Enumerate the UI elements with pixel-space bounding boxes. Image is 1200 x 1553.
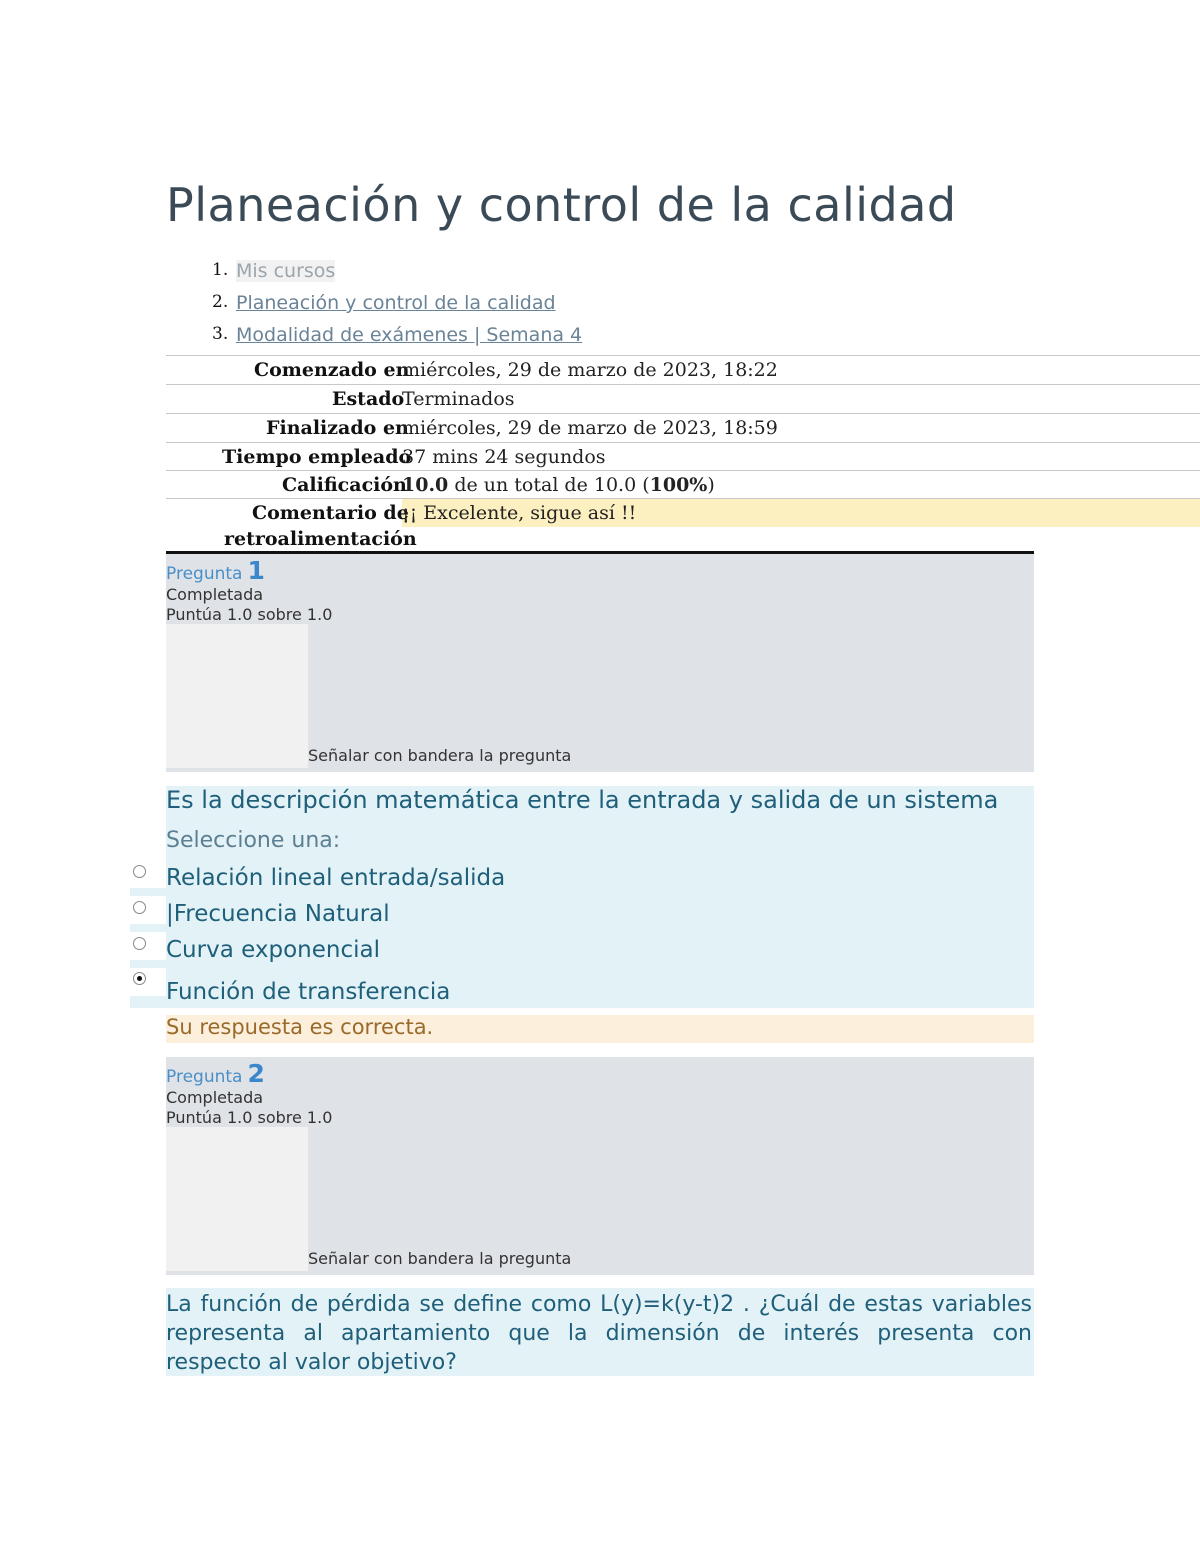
summary-value: miércoles, 29 de marzo de 2023, 18:22 — [402, 359, 778, 381]
answer-feedback — [166, 1015, 1034, 1043]
question-text: La función de pérdida se define como L(y)=k(y-t)2 . ¿Cuál de estas variables representa al apartamiento que la dimensión de interés presenta con respecto al valor objetivo? — [166, 1292, 1032, 1375]
answer-option[interactable]: |Frecuencia Natural — [166, 901, 390, 927]
flag-question-link[interactable]: Señalar con bandera la pregunta — [308, 746, 572, 765]
breadcrumb-number: 3. — [212, 324, 229, 344]
summary-value — [402, 474, 715, 496]
summary-row-started — [166, 355, 1200, 384]
question-heading — [166, 556, 265, 585]
question-state: Completada — [166, 1088, 264, 1107]
question-word: Pregunta — [166, 564, 243, 584]
summary-label: Estado — [332, 388, 405, 410]
summary-label: Comenzado en — [254, 359, 410, 381]
grade-score: 10.0 — [402, 474, 449, 496]
summary-label-continued: retroalimentación — [224, 528, 417, 550]
question-1-info — [166, 554, 1034, 772]
summary-row-state — [166, 384, 1200, 413]
flag-area — [166, 1127, 308, 1271]
summary-value: miércoles, 29 de marzo de 2023, 18:59 — [402, 417, 778, 439]
question-2-info — [166, 1057, 1034, 1275]
summary-row-finished — [166, 413, 1200, 442]
answer-option[interactable]: Curva exponencial — [166, 937, 380, 963]
summary-label: Finalizado en — [266, 417, 409, 439]
answer-radio[interactable] — [133, 865, 146, 878]
answer-option[interactable]: Función de transferencia — [166, 979, 451, 1005]
summary-label: Comentario de — [252, 502, 409, 524]
summary-row-grade — [166, 470, 1200, 499]
summary-value: 37 mins 24 segundos — [402, 446, 606, 468]
question-text: Es la descripción matemática entre la entrada y salida de un sistema — [166, 786, 999, 814]
question-number: 1 — [247, 556, 265, 585]
question-heading — [166, 1059, 265, 1088]
page-title: Planeación y control de la calidad — [166, 178, 957, 232]
flag-area — [166, 624, 308, 768]
summary-label: Tiempo empleado — [222, 446, 412, 468]
breadcrumb-link-exam-mode[interactable]: Modalidad de exámenes | Semana 4 — [236, 324, 583, 346]
grade-close: ) — [707, 474, 715, 496]
breadcrumb-number: 2. — [212, 292, 229, 312]
summary-value: Terminados — [402, 388, 515, 410]
answer-radio-selected[interactable] — [133, 972, 146, 985]
question-grade: Puntúa 1.0 sobre 1.0 — [166, 605, 333, 624]
summary-row-time — [166, 442, 1200, 471]
summary-row-feedback — [166, 498, 1200, 527]
breadcrumb-number: 1. — [212, 260, 229, 280]
feedback-text: Su respuesta es correcta. — [166, 1015, 434, 1039]
question-grade: Puntúa 1.0 sobre 1.0 — [166, 1108, 333, 1127]
select-one-label: Seleccione una: — [166, 828, 341, 853]
answer-radio[interactable] — [133, 937, 146, 950]
flag-question-link[interactable]: Señalar con bandera la pregunta — [308, 1249, 572, 1268]
question-word: Pregunta — [166, 1067, 243, 1087]
breadcrumb-link-course[interactable]: Planeación y control de la calidad — [236, 292, 556, 314]
question-number: 2 — [247, 1059, 265, 1088]
grade-total: de un total de 10.0 ( — [448, 474, 650, 496]
breadcrumb-link-my-courses[interactable]: Mis cursos — [236, 260, 336, 282]
grade-percent: 100% — [649, 474, 708, 496]
answer-radio[interactable] — [133, 901, 146, 914]
answer-option[interactable]: Relación lineal entrada/salida — [166, 865, 506, 891]
summary-value: ¡¡ Excelente, sigue así !! — [402, 502, 637, 524]
summary-label: Calificación — [282, 474, 407, 496]
question-state: Completada — [166, 585, 264, 604]
